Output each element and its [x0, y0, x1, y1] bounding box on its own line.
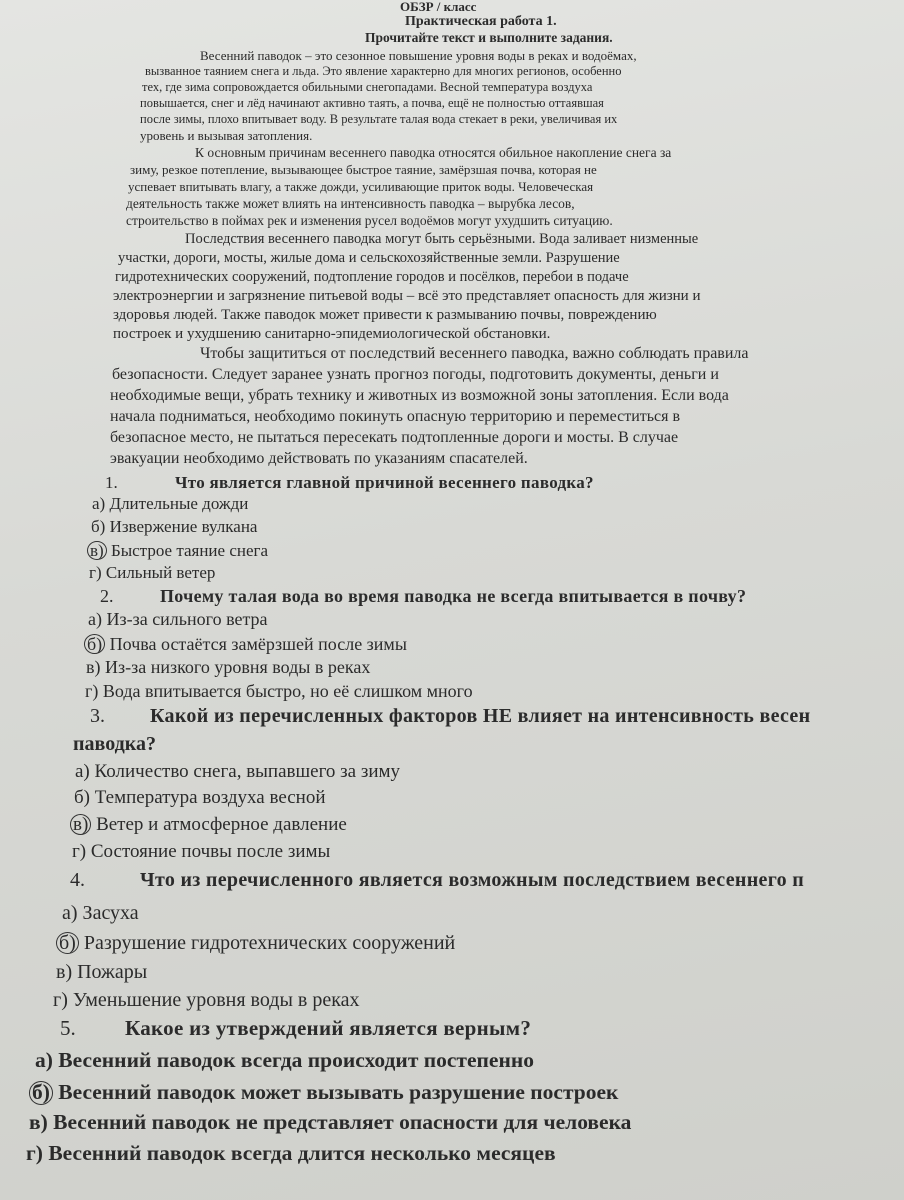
option-text: Почва остаётся замёрзшей после зимы [109, 634, 407, 654]
question-number: 1. [105, 473, 118, 492]
answer-option [87, 634, 407, 654]
question-text: Какой из перечисленных факторов НЕ влияет на интенсивность весен [150, 705, 811, 727]
option-text: Сильный ветер [105, 563, 216, 582]
option-text: Вода впитывается быстро, но её слишком много [102, 681, 473, 701]
option-text: Длительные дожди [109, 494, 249, 513]
option-letter: в) [86, 657, 101, 677]
answer-option [89, 564, 215, 581]
option-letter: б) [91, 517, 106, 536]
circled-option-letter: б) [56, 932, 79, 954]
text-line: вызванное таянием снега и льда. Это явление характерно для многих регионов, особенно [145, 64, 622, 78]
text-line: эвакуации необходимо действовать по указаниям спасателей. [110, 450, 528, 467]
text-line: Чтобы защититься от последствий весеннего паводка, важно соблюдать правила [200, 345, 749, 362]
option-letter: а) [92, 494, 106, 513]
option-text: Из-за низкого уровня воды в реках [105, 657, 371, 677]
text-line: зиму, резкое потепление, вызывающее быстрое таяние, замёрзшая почва, которая не [130, 162, 597, 177]
worksheet-title: Практическая работа 1. [405, 14, 557, 29]
text-line: уровень и вызывая затопления. [140, 128, 313, 143]
text-line: успевает впитывать влагу, а также дожди, усиливающие приток воды. Человеческая [128, 179, 594, 194]
text-line: построек и ухудшению санитарно-эпидемиологической обстановки. [113, 326, 551, 342]
answer-option [59, 932, 455, 954]
option-letter: в) [29, 1110, 48, 1134]
instruction: Прочитайте текст и выполните задания. [365, 30, 613, 45]
subject-header: ОБЗР / класс [400, 0, 477, 14]
question-number: 4. [70, 869, 85, 891]
answer-option [74, 788, 326, 807]
text-line: повышается, снег и лёд начинают активно таять, а почва, ещё не полностью оттаявшая [140, 96, 604, 110]
option-text: Уменьшение уровня воды в реках [72, 989, 360, 1011]
answer-option [88, 610, 268, 628]
option-text: Пожары [77, 961, 148, 983]
question-number: 2. [100, 586, 114, 606]
option-text: Извержение вулкана [109, 517, 258, 536]
option-text: Ветер и атмосферное давление [96, 814, 347, 835]
text-line: безопасности. Следует заранее узнать прогноз погоды, подготовить документы, деньги и [112, 366, 719, 383]
answer-option [62, 903, 139, 923]
option-text: Быстрое таяние снега [110, 541, 269, 560]
answer-option [72, 842, 330, 861]
option-text: Весенний паводок всегда происходит постепенно [58, 1048, 534, 1072]
answer-option [85, 682, 473, 700]
option-text: Из-за сильного ветра [106, 609, 268, 629]
question-text: Что является главной причиной весеннего паводка? [175, 473, 594, 492]
option-text: Состояние почвы после зимы [90, 841, 331, 862]
option-text: Количество снега, выпавшего за зиму [94, 761, 401, 782]
option-text: Весенний паводок не представляет опасности для человека [53, 1110, 632, 1134]
question-number: 3. [90, 705, 105, 727]
text-line: Последствия весеннего паводка могут быть серьёзными. Вода заливает низменные [185, 231, 699, 247]
text-line: деятельность также может влиять на интенсивность паводка – вырубка лесов, [126, 196, 575, 211]
answer-option [73, 814, 347, 835]
question-number: 5. [60, 1016, 76, 1040]
option-text: Засуха [82, 902, 139, 924]
text-line: К основным причинам весеннего паводка относятся обильное накопление снега за [195, 145, 672, 160]
text-line: Весенний паводок – это сезонное повышение уровня воды в реках и водоёмах, [200, 48, 637, 63]
text-line: необходимые вещи, убрать технику и животных из возможной зоны затопления. Если вода [110, 387, 729, 404]
answer-option [92, 495, 248, 512]
option-letter: г) [53, 989, 68, 1011]
question-text: Что из перечисленного является возможным последствием весеннего п [140, 869, 805, 891]
option-text: Весенний паводок всегда длится несколько месяцев [48, 1141, 556, 1165]
option-letter: а) [75, 761, 90, 782]
answer-option [29, 1112, 631, 1134]
question-text-continued: паводка? [73, 733, 156, 755]
text-line: после зимы, плохо впитывает воду. В результате талая вода стекает в реки, увеличивая их [140, 112, 618, 126]
option-letter: г) [85, 681, 99, 701]
option-letter: а) [62, 902, 78, 924]
circled-option-letter: б) [84, 634, 105, 654]
option-text: Весенний паводок может вызывать разрушение построек [58, 1080, 619, 1104]
answer-option [90, 541, 268, 560]
option-letter: а) [88, 609, 102, 629]
text-line: начала подниматься, необходимо покинуть опасную территорию и переместиться в [110, 408, 681, 425]
question-text: Какое из утверждений является верным? [125, 1016, 532, 1040]
option-letter: г) [26, 1141, 43, 1165]
answer-option [53, 990, 360, 1010]
answer-option [35, 1050, 534, 1072]
answer-option [56, 962, 147, 982]
option-letter: г) [89, 563, 102, 582]
option-text: Температура воздуха весной [94, 787, 326, 808]
option-letter: б) [74, 787, 90, 808]
option-letter: а) [35, 1048, 53, 1072]
question-text: Почему талая вода во время паводка не всегда впитывается в почву? [160, 586, 747, 606]
circled-option-letter: б) [29, 1081, 53, 1105]
circled-option-letter: в) [87, 541, 107, 560]
answer-option [75, 762, 400, 781]
text-line: здоровья людей. Также паводок может привести к размыванию почвы, повреждению [113, 307, 657, 323]
text-line: электроэнергии и загрязнение питьевой воды – всё это представляет опасность для жизни и [113, 288, 701, 304]
answer-option [32, 1081, 618, 1105]
circled-option-letter: в) [70, 814, 91, 835]
text-line: строительство в поймах рек и изменения русел водоёмов могут ухудшить ситуацию. [126, 213, 613, 228]
text-line: гидротехнических сооружений, подтопление городов и посёлков, перебои в подаче [115, 269, 629, 285]
answer-option [86, 658, 370, 676]
option-text: Разрушение гидротехнических сооружений [83, 932, 456, 954]
option-letter: г) [72, 841, 87, 862]
text-line: безопасное место, не пытаться пересекать подтопленные дороги и мосты. В случае [110, 429, 679, 446]
answer-option [26, 1143, 556, 1165]
option-letter: в) [56, 961, 73, 983]
text-line: участки, дороги, мосты, жилые дома и сельскохозяйственные земли. Разрушение [118, 250, 620, 266]
answer-option [91, 518, 257, 535]
text-line: тех, где зима сопровождается обильными снегопадами. Весной температура воздуха [142, 80, 593, 94]
